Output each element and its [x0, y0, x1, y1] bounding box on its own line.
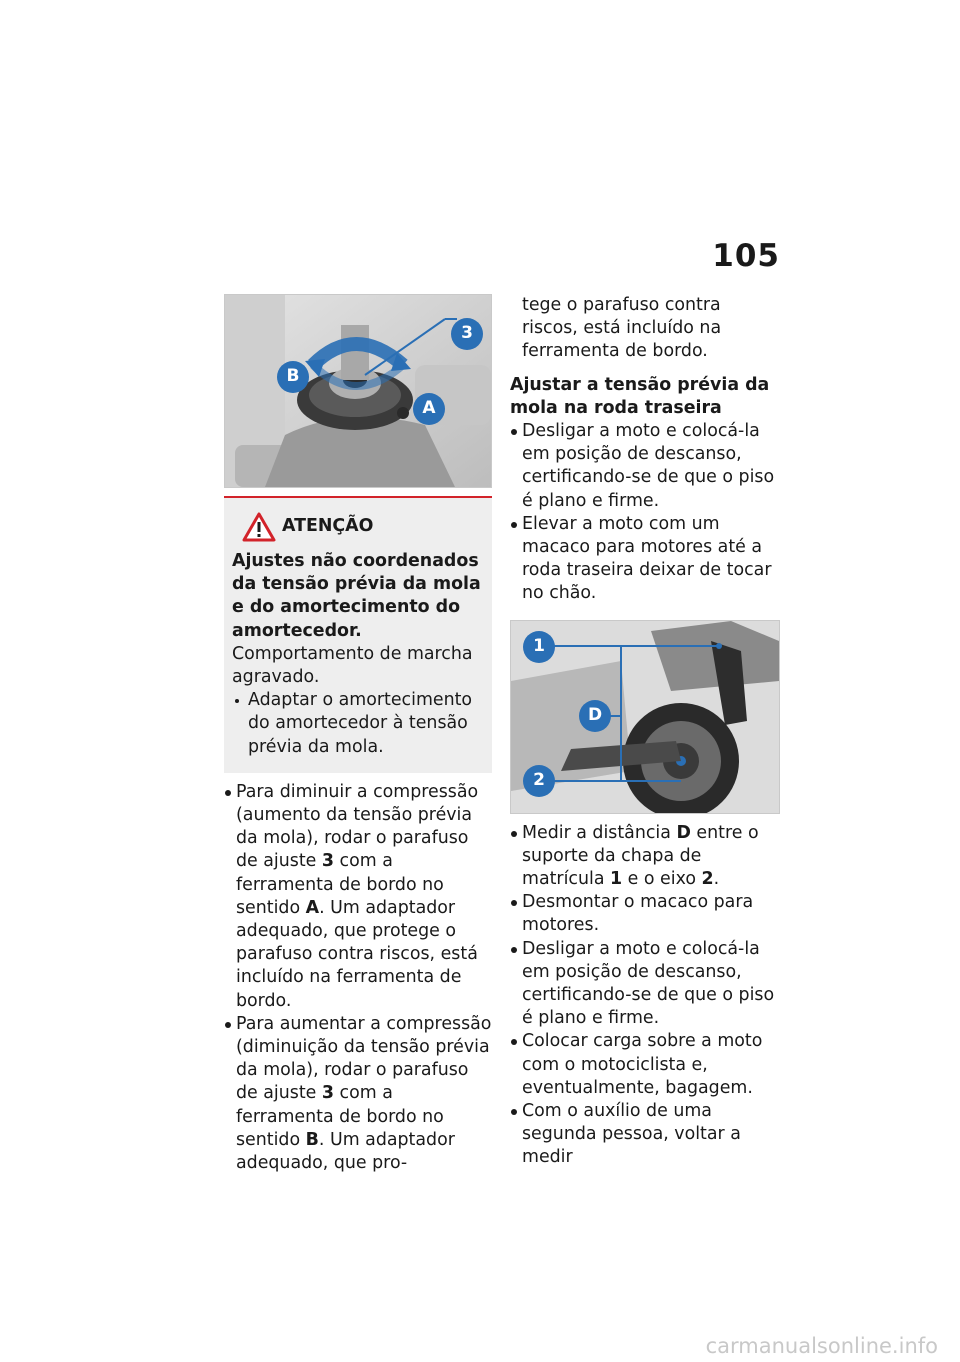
continuation-text: tege o parafuso contra riscos, está incluído na ferramenta de bordo.	[522, 295, 722, 362]
callout-b: B	[277, 361, 309, 393]
list-item: Para diminuir a compressão (aumento da tensão prévia da mola), rodar o parafuso de ajuste 3 com a ferramenta de bordo no sentido A. Um adaptador adequado, que protege o parafuso contra riscos, está incluído na ferramenta de bordo.	[224, 781, 492, 1013]
spring-adjuster-illustration	[225, 295, 491, 487]
left-column	[224, 294, 492, 1175]
callout-1: 1	[523, 631, 555, 663]
spring-preload-figure	[224, 294, 492, 488]
list-item: Desligar a moto e colocá-la em posição de descanso, certificando-se de que o piso é plano e firme.	[510, 420, 780, 513]
section-steps-1	[510, 420, 780, 606]
list-item: Desligar a moto e colocá-la em posição de descanso, certificando-se de que o piso é plano e firme.	[510, 938, 780, 1031]
watermark: carmanualsonline.info	[705, 1334, 938, 1358]
list-item: Colocar carga sobre a moto com o motociclista e, eventualmente, bagagem.	[510, 1030, 780, 1100]
callout-a: A	[413, 393, 445, 425]
list-item: Desmontar o macaco para motores.	[510, 891, 780, 937]
callout-3: 3	[451, 318, 483, 350]
list-item: Elevar a moto com um macaco para motores até a roda traseira deixar de tocar no chão.	[510, 513, 780, 606]
warning-title: ATENÇÃO	[282, 516, 374, 537]
right-column	[510, 294, 780, 1170]
left-steps-list	[224, 781, 492, 1175]
section-heading: Ajustar a tensão prévia da mola na roda traseira	[510, 374, 770, 418]
warning-triangle-icon	[242, 512, 276, 542]
warning-actions	[232, 689, 482, 759]
warning-box	[224, 496, 492, 773]
section-steps-2	[510, 822, 780, 1170]
callout-d: D	[579, 700, 611, 732]
list-item: Medir a distância D entre o suporte da chapa de matrícula 1 e o eixo 2.	[510, 822, 780, 892]
page-number: 105	[712, 238, 780, 274]
warning-action: Adaptar o amortecimento do amortecedor à tensão prévia da mola.	[232, 689, 482, 759]
rear-wheel-figure	[510, 620, 780, 814]
list-item: Para aumentar a compressão (diminuição da tensão prévia da mola), rodar o parafuso de ajuste 3 com a ferramenta de bordo no sentido B. Um adaptador adequado, que pro-	[224, 1013, 492, 1175]
list-item: Com o auxílio de uma segunda pessoa, voltar a medir	[510, 1100, 780, 1170]
warning-heading: Ajustes não coordenados da tensão prévia da mola e do amortecimento do amortecedor.	[232, 551, 481, 641]
warning-consequence: Comportamento de marcha agravado.	[232, 643, 473, 688]
warning-header	[242, 512, 482, 542]
callout-2: 2	[523, 765, 555, 797]
